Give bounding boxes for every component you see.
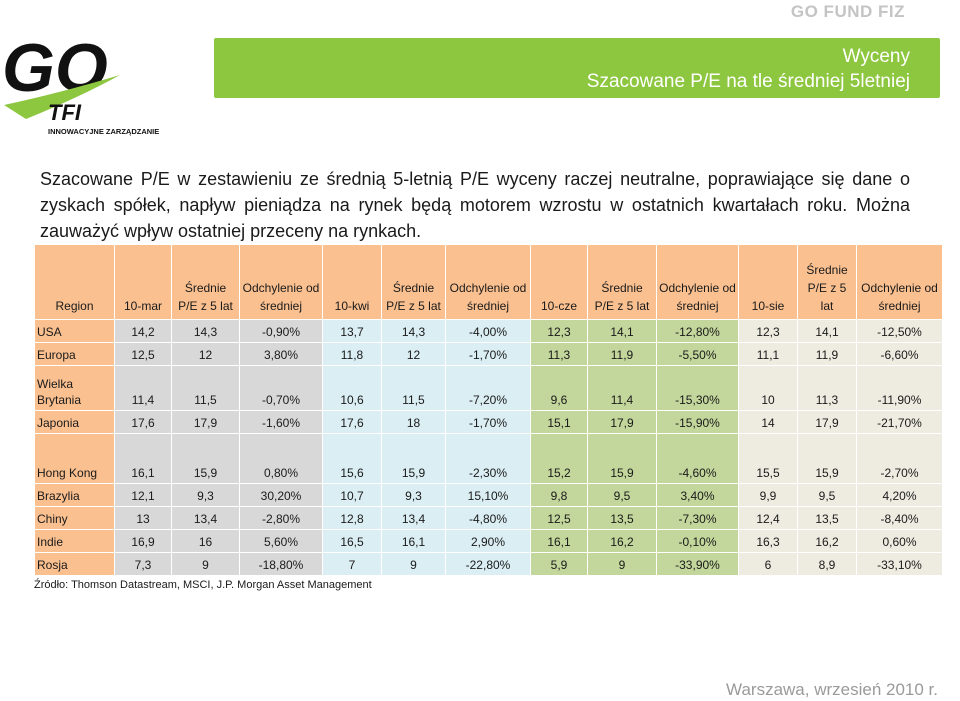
value-cell: 16 xyxy=(172,530,240,553)
region-cell: Europa xyxy=(35,343,115,366)
value-cell: -1,70% xyxy=(446,411,531,434)
value-cell: 11,4 xyxy=(588,366,657,411)
value-cell: 9 xyxy=(588,553,657,576)
value-cell: 11,5 xyxy=(172,366,240,411)
value-cell: -12,80% xyxy=(657,320,739,343)
value-cell: 17,9 xyxy=(798,411,857,434)
go-tfi-logo-graphic xyxy=(0,25,180,140)
value-cell: -33,10% xyxy=(857,553,943,576)
header-cell: Odchylenie od średniej xyxy=(657,245,739,320)
intro-paragraph: Szacowane P/E w zestawieniu ze średnią 5-letnią P/E wyceny raczej neutralne, poprawiające się dane o zyskach spółek, napływ pieniądza na rynek będą motorem wzrostu w ostatnich kwartałach roku. Można zauważyć wpływ ostatniej przeceny na rynkach. xyxy=(40,169,910,241)
value-cell: 3,40% xyxy=(657,484,739,507)
value-cell: 11,9 xyxy=(588,343,657,366)
value-cell: -12,50% xyxy=(857,320,943,343)
value-cell: 9,5 xyxy=(588,484,657,507)
header-cell: Średnie P/E z 5 lat xyxy=(588,245,657,320)
value-cell: -18,80% xyxy=(240,553,323,576)
header-cell: Średnie P/E z 5 lat xyxy=(798,245,857,320)
value-cell: 16,1 xyxy=(382,530,446,553)
value-cell: 14,1 xyxy=(588,320,657,343)
value-cell: 16,2 xyxy=(798,530,857,553)
value-cell: 12 xyxy=(382,343,446,366)
value-cell: 13,7 xyxy=(323,320,382,343)
header-cell: 10-cze xyxy=(531,245,588,320)
value-cell: 7 xyxy=(323,553,382,576)
region-cell: Rosja xyxy=(35,553,115,576)
header-cell: Odchylenie od średniej xyxy=(446,245,531,320)
value-cell: 16,3 xyxy=(739,530,798,553)
table-row xyxy=(35,411,943,434)
value-cell: 9,5 xyxy=(798,484,857,507)
value-cell: 16,9 xyxy=(115,530,172,553)
title-bar xyxy=(214,38,940,98)
header-cell: Odchylenie od średniej xyxy=(240,245,323,320)
header-cell: Region xyxy=(35,245,115,320)
value-cell: -15,90% xyxy=(657,411,739,434)
value-cell: 15,9 xyxy=(588,434,657,484)
value-cell: -8,40% xyxy=(857,507,943,530)
value-cell: -11,90% xyxy=(857,366,943,411)
value-cell: 12,1 xyxy=(115,484,172,507)
value-cell: 16,5 xyxy=(323,530,382,553)
value-cell: 14 xyxy=(739,411,798,434)
value-cell: 15,9 xyxy=(172,434,240,484)
value-cell: 18 xyxy=(382,411,446,434)
value-cell: 5,60% xyxy=(240,530,323,553)
value-cell: 10,6 xyxy=(323,366,382,411)
value-cell: 15,9 xyxy=(798,434,857,484)
value-cell: 12,4 xyxy=(739,507,798,530)
value-cell: 12,3 xyxy=(739,320,798,343)
value-cell: 11,3 xyxy=(798,366,857,411)
value-cell: -4,60% xyxy=(657,434,739,484)
value-cell: 13 xyxy=(115,507,172,530)
value-cell: 9,8 xyxy=(531,484,588,507)
value-cell: 15,9 xyxy=(382,434,446,484)
logo-sub-text: TFI xyxy=(48,100,81,125)
header-cell: 10-mar xyxy=(115,245,172,320)
value-cell: 8,9 xyxy=(798,553,857,576)
slide-title: Wyceny xyxy=(842,46,910,67)
value-cell: 3,80% xyxy=(240,343,323,366)
value-cell: 10,7 xyxy=(323,484,382,507)
value-cell: 16,1 xyxy=(115,434,172,484)
value-cell: 11,5 xyxy=(382,366,446,411)
region-cell: Indie xyxy=(35,530,115,553)
value-cell: -7,20% xyxy=(446,366,531,411)
value-cell: -7,30% xyxy=(657,507,739,530)
value-cell: 15,5 xyxy=(739,434,798,484)
value-cell: -1,70% xyxy=(446,343,531,366)
value-cell: -15,30% xyxy=(657,366,739,411)
value-cell: 16,1 xyxy=(531,530,588,553)
value-cell: 13,5 xyxy=(798,507,857,530)
value-cell: 13,5 xyxy=(588,507,657,530)
value-cell: -0,90% xyxy=(240,320,323,343)
header-cell: Średnie P/E z 5 lat xyxy=(172,245,240,320)
pe-valuation-table xyxy=(34,244,943,576)
value-cell: 9,6 xyxy=(531,366,588,411)
value-cell: 14,3 xyxy=(172,320,240,343)
footer-date: Warszawa, wrzesień 2010 r. xyxy=(726,680,938,699)
value-cell: 30,20% xyxy=(240,484,323,507)
value-cell: 14,2 xyxy=(115,320,172,343)
region-cell: Hong Kong xyxy=(35,434,115,484)
value-cell: -4,80% xyxy=(446,507,531,530)
region-cell: Chiny xyxy=(35,507,115,530)
table-row xyxy=(35,320,943,343)
table-row xyxy=(35,507,943,530)
value-cell: -2,80% xyxy=(240,507,323,530)
value-cell: 9,3 xyxy=(172,484,240,507)
value-cell: -21,70% xyxy=(857,411,943,434)
header-cell: Średnie P/E z 5 lat xyxy=(382,245,446,320)
value-cell: 14,1 xyxy=(798,320,857,343)
value-cell: 17,6 xyxy=(115,411,172,434)
table-row xyxy=(35,553,943,576)
go-tfi-logo xyxy=(0,25,180,140)
value-cell: 16,2 xyxy=(588,530,657,553)
value-cell: 11,4 xyxy=(115,366,172,411)
value-cell: -2,70% xyxy=(857,434,943,484)
table-row xyxy=(35,343,943,366)
value-cell: 10 xyxy=(739,366,798,411)
region-cell: Wielka Brytania xyxy=(35,366,115,411)
table-row xyxy=(35,434,943,484)
value-cell: 6 xyxy=(739,553,798,576)
value-cell: -0,70% xyxy=(240,366,323,411)
value-cell: 11,8 xyxy=(323,343,382,366)
value-cell: 15,10% xyxy=(446,484,531,507)
region-cell: Japonia xyxy=(35,411,115,434)
value-cell: -22,80% xyxy=(446,553,531,576)
value-cell: 5,9 xyxy=(531,553,588,576)
value-cell: 9 xyxy=(382,553,446,576)
value-cell: 12 xyxy=(172,343,240,366)
value-cell: 11,9 xyxy=(798,343,857,366)
value-cell: 11,3 xyxy=(531,343,588,366)
region-cell: USA xyxy=(35,320,115,343)
value-cell: -1,60% xyxy=(240,411,323,434)
value-cell: 7,3 xyxy=(115,553,172,576)
value-cell: -4,00% xyxy=(446,320,531,343)
value-cell: -33,90% xyxy=(657,553,739,576)
value-cell: 9,9 xyxy=(739,484,798,507)
table-row xyxy=(35,484,943,507)
value-cell: 0,60% xyxy=(857,530,943,553)
value-cell: 15,6 xyxy=(323,434,382,484)
value-cell: 17,9 xyxy=(172,411,240,434)
header-cell: 10-kwi xyxy=(323,245,382,320)
value-cell: 15,2 xyxy=(531,434,588,484)
source-note: Źródło: Thomson Datastream, MSCI, J.P. Morgan Asset Management xyxy=(34,579,372,591)
value-cell: 9,3 xyxy=(382,484,446,507)
value-cell: -6,60% xyxy=(857,343,943,366)
value-cell: 14,3 xyxy=(382,320,446,343)
header-cell: Odchylenie od średniej xyxy=(857,245,943,320)
table-row xyxy=(35,530,943,553)
value-cell: 9 xyxy=(172,553,240,576)
value-cell: 15,1 xyxy=(531,411,588,434)
value-cell: 12,8 xyxy=(323,507,382,530)
value-cell: 2,90% xyxy=(446,530,531,553)
logo-main-text: GO xyxy=(2,30,108,106)
table-header-row xyxy=(35,245,943,320)
value-cell: -0,10% xyxy=(657,530,739,553)
brand-label: GO FUND FIZ xyxy=(790,2,905,21)
value-cell: 0,80% xyxy=(240,434,323,484)
value-cell: 13,4 xyxy=(172,507,240,530)
value-cell: 4,20% xyxy=(857,484,943,507)
region-cell: Brazylia xyxy=(35,484,115,507)
value-cell: 17,6 xyxy=(323,411,382,434)
value-cell: 17,9 xyxy=(588,411,657,434)
slide-subtitle: Szacowane P/E na tle średniej 5letniej xyxy=(586,71,910,92)
value-cell: 11,1 xyxy=(739,343,798,366)
table-row xyxy=(35,366,943,411)
header-cell: 10-sie xyxy=(739,245,798,320)
value-cell: 13,4 xyxy=(382,507,446,530)
value-cell: 12,3 xyxy=(531,320,588,343)
value-cell: 12,5 xyxy=(531,507,588,530)
value-cell: 12,5 xyxy=(115,343,172,366)
logo-tagline: INNOWACYJNE ZARZĄDZANIE xyxy=(48,127,160,136)
value-cell: -5,50% xyxy=(657,343,739,366)
value-cell: -2,30% xyxy=(446,434,531,484)
